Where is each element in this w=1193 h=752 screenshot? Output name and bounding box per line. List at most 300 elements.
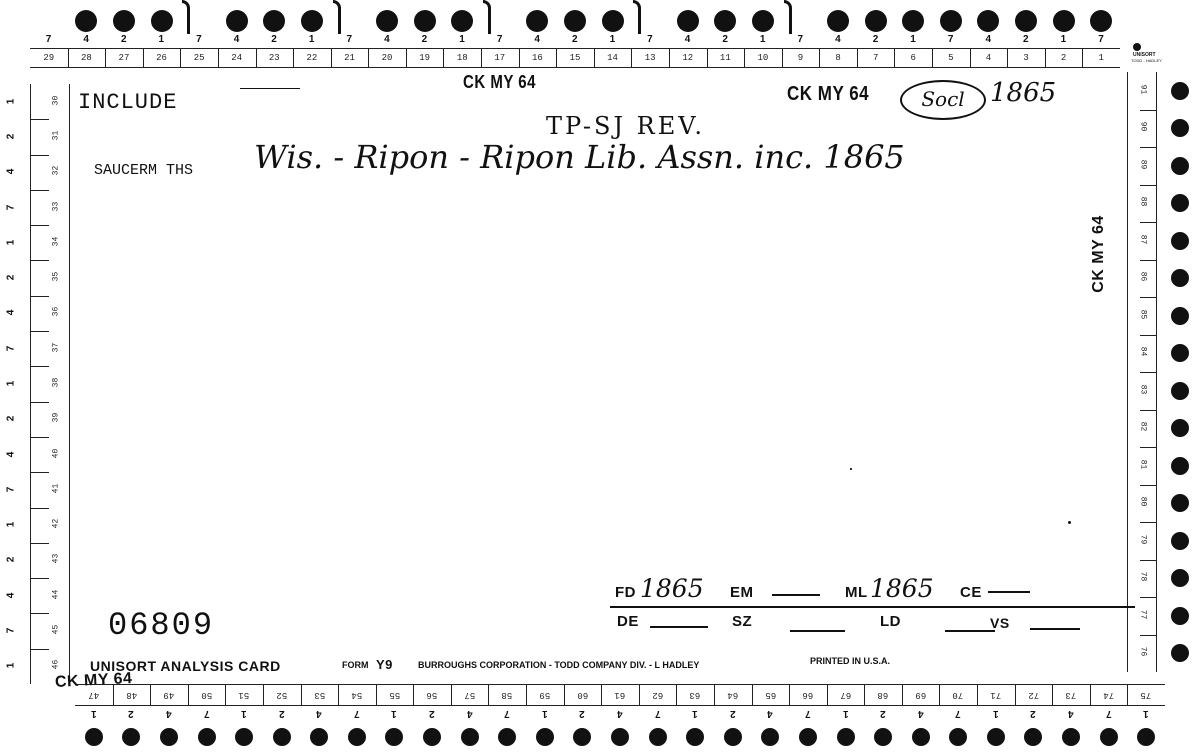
fd-label: FD: [615, 584, 636, 601]
bottom-hole: [649, 728, 667, 746]
top-number: 7: [872, 53, 879, 63]
bottom-divider: [526, 685, 527, 705]
left-divider: [31, 578, 49, 579]
sz-line: [790, 630, 845, 632]
top-number: 15: [569, 53, 581, 63]
right-hole: [1171, 607, 1189, 625]
right-number: 84: [1138, 346, 1148, 357]
bottom-code: 4: [165, 708, 172, 719]
bottom-number: 65: [764, 690, 776, 700]
top-divider: [180, 49, 181, 67]
bottom-divider: [564, 685, 565, 705]
top-notch: [784, 0, 792, 34]
bottom-number-row: [75, 684, 1165, 706]
left-number-column: [30, 84, 70, 684]
left-divider: [31, 225, 49, 226]
brand-bottom: TODD - HADLEY: [1131, 58, 1162, 63]
left-code: 7: [5, 204, 17, 210]
top-divider: [932, 49, 933, 67]
right-number-column: [1127, 72, 1157, 672]
top-divider: [481, 49, 482, 67]
right-divider: [1140, 447, 1156, 448]
bottom-divider: [977, 685, 978, 705]
bottom-number: 58: [501, 690, 513, 700]
right-divider: [1140, 110, 1156, 111]
left-code: 4: [5, 592, 17, 599]
left-number: 39: [51, 412, 61, 423]
top-divider: [443, 49, 444, 67]
top-number: 22: [306, 53, 318, 63]
top-code: 2: [572, 34, 578, 45]
ce-line: [988, 591, 1030, 593]
bottom-number: 51: [238, 690, 250, 700]
left-divider: [31, 155, 49, 156]
top-hole: [451, 10, 473, 32]
left-number: 45: [51, 624, 61, 635]
left-code: 4: [5, 451, 17, 457]
left-number: 30: [51, 95, 61, 105]
top-hole: [752, 10, 774, 32]
top-hole: [526, 10, 548, 32]
bottom-hole: [160, 728, 178, 746]
top-number: 5: [948, 53, 954, 63]
bottom-code: 1: [842, 708, 849, 719]
bottom-code: 4: [767, 708, 773, 719]
left-number: 37: [51, 342, 61, 353]
bottom-number: 69: [915, 690, 927, 700]
top-code-row: [30, 34, 1120, 48]
right-divider: [1140, 372, 1156, 373]
top-hole: [564, 10, 586, 32]
bottom-code: 7: [1105, 708, 1112, 719]
top-hole: [714, 10, 736, 32]
top-number: 13: [644, 53, 656, 63]
right-hole: [1171, 269, 1189, 287]
left-number: 32: [51, 165, 61, 176]
bottom-code: 4: [917, 708, 924, 719]
top-code: 2: [722, 34, 728, 45]
bottom-hole: [310, 728, 328, 746]
bottom-hole: [423, 728, 441, 746]
left-divider: [31, 543, 49, 544]
top-code: 4: [83, 34, 89, 45]
bottom-code: 2: [729, 708, 736, 719]
bottom-hole: [874, 728, 892, 746]
bottom-code: 4: [466, 708, 473, 719]
form-number: Y9: [376, 657, 393, 672]
left-number: 33: [51, 201, 61, 211]
bottom-hole: [85, 728, 103, 746]
bottom-hole: [1024, 728, 1042, 746]
top-notch: [333, 0, 341, 34]
ld-line: [945, 630, 995, 632]
bottom-punch-holes: [75, 722, 1165, 752]
top-number: 4: [985, 53, 992, 63]
right-number: 85: [1138, 309, 1148, 320]
top-code: 7: [647, 34, 653, 45]
left-code: 1: [5, 239, 17, 246]
bottom-divider: [451, 685, 452, 705]
bottom-code: 2: [429, 708, 435, 719]
top-number: 24: [231, 53, 243, 63]
top-hole: [151, 10, 173, 32]
left-code: 7: [5, 345, 17, 351]
left-code: 2: [5, 133, 17, 140]
left-number: 38: [51, 377, 61, 388]
bottom-divider: [263, 685, 264, 705]
right-divider: [1140, 635, 1156, 636]
top-code: 1: [308, 34, 315, 45]
bottom-code: 7: [654, 708, 661, 719]
right-number: 90: [1138, 121, 1148, 132]
right-hole: [1171, 119, 1189, 137]
bottom-hole: [1100, 728, 1118, 746]
right-divider: [1140, 222, 1156, 223]
top-code: 2: [271, 34, 277, 45]
bottom-divider: [714, 685, 715, 705]
form-label: FORM: [342, 660, 369, 670]
left-divider: [31, 649, 49, 650]
top-hole: [977, 10, 999, 32]
right-hole: [1171, 532, 1189, 550]
top-number: 14: [607, 53, 618, 63]
left-number: 42: [51, 518, 61, 529]
right-divider: [1140, 560, 1156, 561]
top-code: 7: [45, 34, 52, 45]
top-hole: [827, 10, 849, 32]
right-divider: [1140, 147, 1156, 148]
top-hole: [263, 10, 285, 32]
bottom-code: 4: [617, 708, 623, 719]
ml-label: ML: [845, 584, 868, 601]
left-divider: [31, 119, 49, 120]
bottom-divider: [225, 685, 226, 705]
top-hole: [602, 10, 624, 32]
top-code: 1: [1060, 34, 1067, 45]
top-number: 8: [835, 53, 841, 63]
left-divider: [31, 402, 49, 403]
right-number: 89: [1138, 159, 1148, 170]
right-number: 88: [1138, 196, 1148, 207]
bottom-number: 70: [952, 690, 964, 700]
bottom-code: 7: [353, 708, 360, 719]
bottom-number: 56: [426, 690, 438, 700]
right-divider: [1140, 522, 1156, 523]
bottom-hole: [536, 728, 554, 746]
ce-label: CE: [960, 584, 982, 601]
top-code: 7: [1098, 34, 1104, 45]
top-number: 17: [494, 53, 506, 63]
right-number: 86: [1138, 271, 1148, 282]
bottom-divider: [752, 685, 753, 705]
bottom-hole: [1062, 728, 1080, 746]
right-hole: [1171, 644, 1189, 662]
fd-value: 1865: [640, 574, 704, 603]
right-hole: [1171, 82, 1189, 100]
right-number: 78: [1138, 571, 1148, 582]
top-number-row: [30, 48, 1120, 68]
bottom-divider: [902, 685, 903, 705]
left-divider: [31, 331, 49, 332]
right-number: 76: [1138, 646, 1148, 657]
right-hole: [1171, 382, 1189, 400]
right-number: 82: [1138, 421, 1148, 432]
corporation: BURROUGHS CORPORATION - TODD COMPANY DIV. - L HADLEY: [418, 660, 700, 670]
right-number: 80: [1138, 496, 1148, 507]
field-divider: [610, 606, 1135, 608]
bottom-divider: [864, 685, 865, 705]
ml-value: 1865: [870, 574, 934, 603]
top-hole: [1015, 10, 1037, 32]
top-hole: [865, 10, 887, 32]
top-divider: [368, 49, 369, 67]
left-code: 2: [5, 416, 17, 422]
top-code: 4: [835, 34, 841, 45]
bottom-code: 7: [504, 708, 510, 719]
top-number: 25: [193, 53, 205, 63]
right-divider: [1140, 485, 1156, 486]
bottom-number: 49: [163, 690, 175, 700]
left-code: 1: [5, 521, 17, 528]
left-divider: [31, 190, 49, 191]
left-number: 36: [51, 307, 61, 317]
left-code-column: [0, 84, 30, 684]
left-number: 34: [51, 236, 61, 247]
top-number: 20: [381, 53, 393, 63]
bottom-hole: [912, 728, 930, 746]
left-number: 43: [51, 554, 61, 564]
left-number: 44: [51, 589, 61, 600]
top-code: 2: [872, 34, 879, 45]
bottom-divider: [639, 685, 640, 705]
top-code: 1: [459, 34, 465, 45]
bottom-number: 48: [125, 690, 137, 700]
right-hole: [1171, 419, 1189, 437]
bottom-divider: [789, 685, 790, 705]
top-hole: [940, 10, 962, 32]
top-code: 7: [496, 34, 503, 45]
top-divider: [105, 49, 106, 67]
de-label: DE: [617, 613, 639, 630]
top-code: 1: [158, 34, 165, 45]
top-number: 21: [344, 53, 355, 63]
de-line: [650, 626, 708, 628]
brand-icon: [1133, 43, 1141, 51]
bottom-hole: [987, 728, 1005, 746]
left-number: 40: [51, 448, 61, 458]
top-code: 7: [196, 34, 202, 45]
top-code: 2: [120, 34, 127, 45]
top-hole: [1053, 10, 1075, 32]
top-number: 9: [797, 53, 804, 63]
bottom-number: 73: [1065, 690, 1077, 700]
right-hole: [1171, 494, 1189, 512]
top-number: 19: [419, 53, 431, 63]
bottom-code: 1: [391, 708, 398, 719]
bottom-number: 54: [351, 690, 363, 700]
top-divider: [819, 49, 820, 67]
footer-title: UNISORT ANALYSIS CARD: [90, 658, 281, 674]
speck: [1068, 521, 1071, 524]
handwritten-subject: Wis. - Ripon - Ripon Lib. Assn. inc. 1865: [254, 138, 905, 176]
bottom-code: 1: [1143, 708, 1149, 719]
bottom-hole: [235, 728, 253, 746]
left-divider: [31, 296, 49, 297]
bottom-number: 47: [88, 690, 100, 700]
top-number: 11: [719, 53, 731, 63]
bottom-number: 71: [990, 690, 1002, 700]
top-divider: [218, 49, 219, 67]
top-number: 23: [268, 53, 280, 63]
sz-label: SZ: [732, 613, 753, 630]
top-hole: [376, 10, 398, 32]
bottom-code: 1: [992, 708, 999, 719]
bottom-number: 63: [689, 690, 701, 700]
bottom-number: 66: [802, 690, 814, 700]
right-number: 91: [1138, 84, 1148, 95]
left-number: 35: [51, 271, 61, 282]
stamp-top-right: CK MY 64: [787, 82, 870, 105]
top-hole: [226, 10, 248, 32]
top-code: 1: [609, 34, 616, 45]
bottom-number: 60: [577, 690, 588, 700]
bottom-code: 2: [128, 708, 134, 719]
top-divider: [631, 49, 632, 67]
bottom-divider: [1090, 685, 1091, 705]
bottom-hole: [799, 728, 817, 746]
top-number: 18: [456, 53, 468, 63]
em-label: EM: [730, 584, 754, 601]
top-number: 28: [80, 53, 92, 63]
right-hole: [1171, 344, 1189, 362]
top-divider: [293, 49, 294, 67]
right-hole: [1171, 157, 1189, 175]
top-hole: [677, 10, 699, 32]
bottom-divider: [188, 685, 189, 705]
bottom-number: 50: [201, 690, 212, 700]
left-code: 2: [5, 274, 17, 281]
bottom-divider: [827, 685, 828, 705]
bottom-code: 4: [316, 708, 322, 719]
left-divider: [31, 508, 49, 509]
bottom-hole: [198, 728, 216, 746]
top-punch-holes: [30, 0, 1120, 34]
top-code: 4: [985, 34, 991, 45]
top-divider: [707, 49, 708, 67]
top-number: 2: [1060, 53, 1067, 63]
right-divider: [1140, 410, 1156, 411]
bottom-hole: [1137, 728, 1155, 746]
bottom-stamp: CK MY 64: [54, 669, 133, 692]
printed-in: PRINTED IN U.S.A.: [810, 656, 891, 666]
left-number: 31: [51, 130, 61, 141]
right-divider: [1140, 260, 1156, 261]
bottom-code: 2: [1030, 708, 1036, 719]
speck: [850, 468, 852, 470]
vs-label: VS: [990, 615, 1010, 631]
bottom-hole: [498, 728, 516, 746]
right-number: 79: [1138, 534, 1148, 545]
bottom-divider: [488, 685, 489, 705]
top-code: 7: [346, 34, 353, 45]
bottom-number: 62: [652, 690, 663, 700]
bottom-divider: [376, 685, 377, 705]
right-number: 83: [1138, 384, 1148, 395]
right-punch-holes: [1157, 72, 1193, 672]
top-code: 4: [233, 34, 240, 45]
top-divider: [256, 49, 257, 67]
bottom-divider: [1052, 685, 1053, 705]
right-divider: [1140, 335, 1156, 336]
left-divider: [31, 366, 49, 367]
left-divider: [31, 613, 49, 614]
rev-line: TP-SJ REV.: [546, 112, 705, 140]
top-code: 4: [384, 34, 390, 45]
bottom-number: 75: [1140, 690, 1152, 700]
top-number: 6: [910, 53, 916, 63]
top-divider: [406, 49, 407, 67]
left-number: 41: [51, 483, 61, 494]
right-number: 87: [1138, 234, 1148, 245]
top-hole: [301, 10, 323, 32]
bottom-divider: [301, 685, 302, 705]
top-number: 27: [118, 53, 130, 63]
top-code: 4: [684, 34, 691, 45]
top-code: 7: [797, 34, 804, 45]
bottom-number: 57: [464, 690, 476, 700]
top-divider: [782, 49, 783, 67]
right-hole: [1171, 307, 1189, 325]
top-code: 2: [421, 34, 428, 45]
top-notch: [182, 0, 190, 34]
bottom-code-row: [75, 708, 1165, 722]
right-divider: [1140, 185, 1156, 186]
bottom-divider: [676, 685, 677, 705]
bottom-code: 7: [804, 708, 811, 719]
bottom-code: 1: [541, 708, 548, 719]
bottom-divider: [601, 685, 602, 705]
left-code: 2: [5, 557, 17, 563]
heading: INCLUDE: [78, 90, 178, 115]
left-code: 7: [5, 486, 17, 493]
top-number: 12: [682, 53, 694, 63]
left-code: 1: [5, 663, 17, 669]
bottom-hole: [122, 728, 140, 746]
top-divider: [744, 49, 745, 67]
top-divider: [857, 49, 858, 67]
ld-label: LD: [880, 613, 901, 630]
bottom-divider: [1127, 685, 1128, 705]
top-notch: [633, 0, 641, 34]
bottom-divider: [939, 685, 940, 705]
left-code: 1: [5, 98, 17, 104]
top-hole: [113, 10, 135, 32]
top-divider: [669, 49, 670, 67]
top-code: 4: [534, 34, 540, 45]
left-code: 4: [5, 310, 17, 316]
bottom-hole: [461, 728, 479, 746]
bottom-number: 74: [1103, 690, 1115, 700]
bottom-divider: [1015, 685, 1016, 705]
bottom-code: 2: [278, 708, 285, 719]
top-divider: [970, 49, 971, 67]
top-divider: [594, 49, 595, 67]
bottom-hole: [385, 728, 403, 746]
top-code: 1: [759, 34, 766, 45]
bottom-number: 53: [313, 690, 325, 700]
top-divider: [331, 49, 332, 67]
circled-note: Socl: [900, 80, 986, 120]
